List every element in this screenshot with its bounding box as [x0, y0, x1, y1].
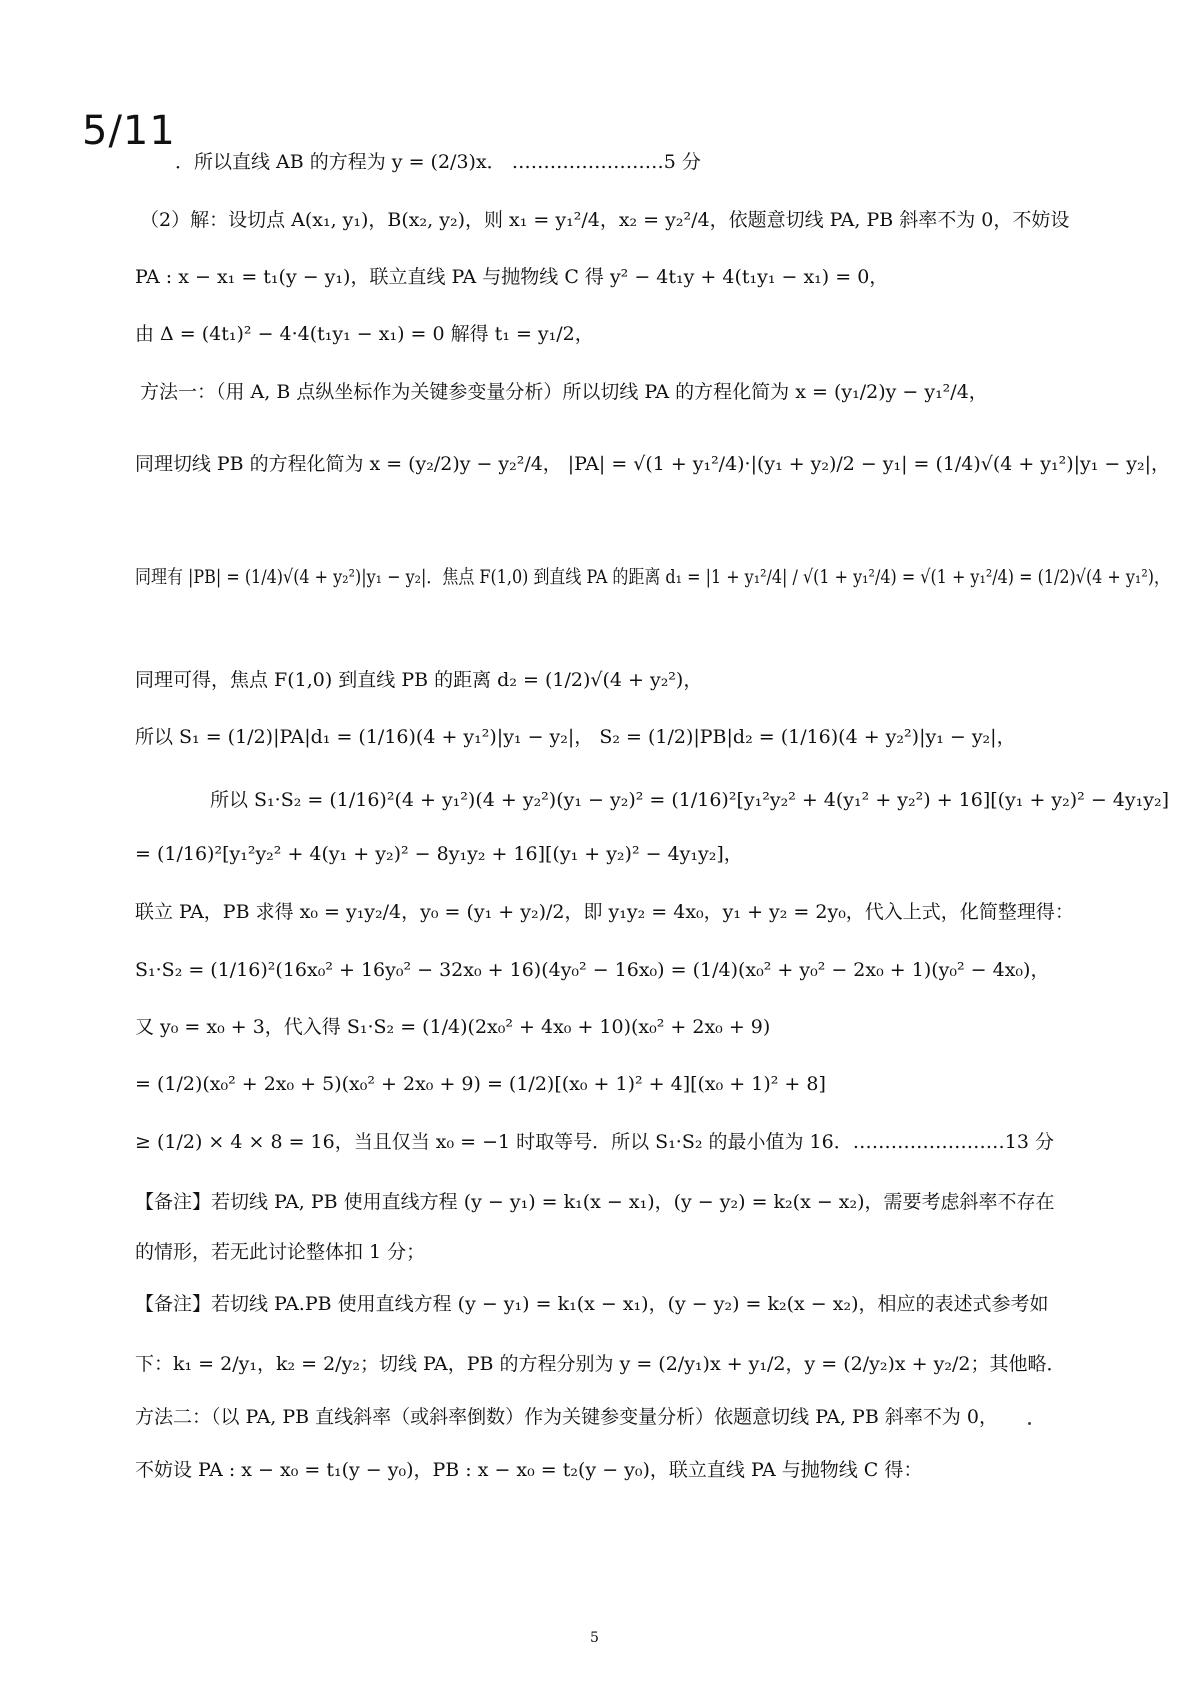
line-6: 同理切线 PB 的方程化简为 x = (y₂/2)y − y₂²/4， |PA| = √(1 + y₁²/4)·|(y₁ + y₂)/2 − y₁| = (1/4)√(4 + y₁²)|y₁ − y₂|， — [135, 453, 1170, 475]
line-3: PA : x − x₁ = t₁(y − y₁)，联立直线 PA 与抛物线 C 得 y² − 4t₁y + 4(t₁y₁ − x₁) = 0， — [135, 266, 889, 288]
line-18: 的情形，若无此讨论整体扣 1 分； — [135, 1241, 426, 1263]
line-20: 下：k₁ = 2/y₁，k₂ = 2/y₂；切线 PA，PB 的方程分别为 y = (2/y₁)x + y₁/2，y = (2/y₂)x + y₂/2；其他略． — [135, 1353, 1066, 1375]
line-21: 方法二：（以 PA, PB 直线斜率（或斜率倒数）作为关键参变量分析）依题意切线 PA, PB 斜率不为 0， — [135, 1406, 998, 1428]
line-12: 联立 PA，PB 求得 x₀ = y₁y₂/4，y₀ = (y₁ + y₂)/2，即 y₁y₂ = 4x₀，y₁ + y₂ = 2y₀，代入上式，化简整理得： — [135, 901, 1074, 923]
line-10: 所以 S₁·S₂ = (1/16)²(4 + y₁²)(4 + y₂²)(y₁ − y₂)² = (1/16)²[y₁²y₂² + 4(y₁² + y₂²) + 16][(y₁ + y₂)² − 4y₁y₂] — [210, 789, 1169, 811]
line-9: 所以 S₁ = (1/2)|PA|d₁ = (1/16)(4 + y₁²)|y₁ − y₂|， S₂ = (1/2)|PB|d₂ = (1/16)(4 + y₂²)|y₁ − y₂|， — [135, 726, 1016, 748]
line-4: 由 Δ = (4t₁)² − 4·4(t₁y₁ − x₁) = 0 解得 t₁ = y₁/2， — [135, 323, 594, 345]
page-label: 5/11 — [82, 108, 176, 154]
line-17: 【备注】若切线 PA, PB 使用直线方程 (y − y₁) = k₁(x − x₁)，(y − y₂) = k₂(x − x₂)，需要考虑斜率不存在 — [135, 1191, 1055, 1213]
line-14: 又 y₀ = x₀ + 3，代入得 S₁·S₂ = (1/4)(2x₀² + 4x₀ + 10)(x₀² + 2x₀ + 9) — [135, 1016, 771, 1038]
line-11: = (1/16)²[y₁²y₂² + 4(y₁ + y₂)² − 8y₁y₂ + 16][(y₁ + y₂)² − 4y₁y₂]， — [135, 843, 743, 865]
footer-page-number: 5 — [590, 1630, 599, 1646]
line-13: S₁·S₂ = (1/16)²(16x₀² + 16y₀² − 32x₀ + 16)(4y₀² − 16x₀) = (1/4)(x₀² + y₀² − 2x₀ + 1)(y₀² − 4x₀)， — [135, 959, 1050, 981]
line-16: ≥ (1/2) × 4 × 8 = 16，当且仅当 x₀ = −1 时取等号．所以 S₁·S₂ 的最小值为 16．……………………13 分 — [135, 1131, 1054, 1153]
line-8: 同理可得，焦点 F(1,0) 到直线 PB 的距离 d₂ = (1/2)√(4 + y₂²)， — [135, 669, 703, 691]
speck-mark — [1028, 1422, 1031, 1425]
line-5: 方法一：（用 A, B 点纵坐标作为关键参变量分析）所以切线 PA 的方程化简为 x = (y₁/2)y − y₁²/4， — [140, 381, 988, 403]
line-19: 【备注】若切线 PA.PB 使用直线方程 (y − y₁) = k₁(x − x₁)，(y − y₂) = k₂(x − x₂)，相应的表述式参考如 — [135, 1293, 1049, 1315]
line-2: （2）解：设切点 A(x₁, y₁)，B(x₂, y₂)，则 x₁ = y₁²/4，x₂ = y₂²/4，依题意切线 PA, PB 斜率不为 0，不妨设 — [140, 209, 1070, 231]
line-1: ．所以直线 AB 的方程为 y = (2/3)x． ……………………5 分 — [175, 151, 701, 173]
line-22: 不妨设 PA : x − x₀ = t₁(y − y₀)，PB : x − x₀ = t₂(y − y₀)，联立直线 PA 与抛物线 C 得： — [135, 1459, 923, 1481]
line-7: 同理有 |PB| = (1/4)√(4 + y₂²)|y₁ − y₂|．焦点 F(1,0) 到直线 PA 的距离 d₁ = |1 + y₁²/4| / √(1 + y₁²/4) = √(1 + y₁²/4) = (1/2)√(4 + y₁²)， — [135, 566, 1170, 588]
line-15: = (1/2)(x₀² + 2x₀ + 5)(x₀² + 2x₀ + 9) = (1/2)[(x₀ + 1)² + 4][(x₀ + 1)² + 8] — [135, 1073, 826, 1095]
